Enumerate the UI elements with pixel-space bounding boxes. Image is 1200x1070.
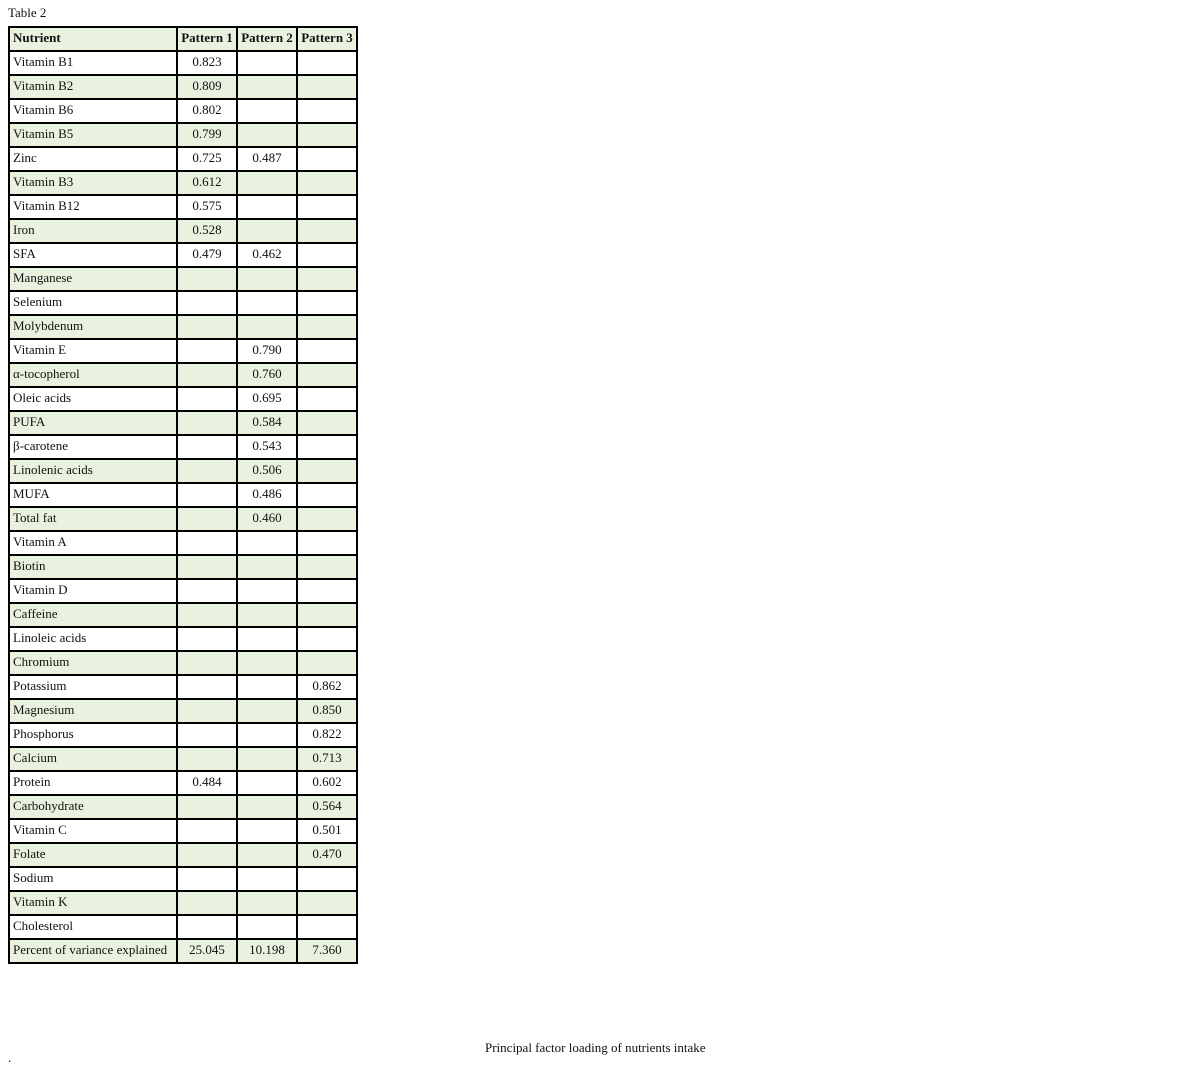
table-row: [9, 747, 357, 771]
pattern-3-cell: [297, 75, 357, 99]
nutrient-cell: Caffeine: [9, 603, 177, 627]
pattern-1-cell: 0.479: [177, 243, 237, 267]
factor-loading-table: [8, 26, 358, 964]
table-row: [9, 51, 357, 75]
pattern-3-cell: [297, 531, 357, 555]
table-row: [9, 675, 357, 699]
pattern-2-cell: [237, 915, 297, 939]
pattern-1-cell: [177, 747, 237, 771]
pattern-3-cell: [297, 363, 357, 387]
nutrient-cell: Chromium: [9, 651, 177, 675]
pattern-1-cell: 0.575: [177, 195, 237, 219]
pattern-2-cell: [237, 843, 297, 867]
table-row: [9, 123, 357, 147]
nutrient-cell: SFA: [9, 243, 177, 267]
pattern-1-cell: [177, 291, 237, 315]
pattern-2-cell: 0.486: [237, 483, 297, 507]
pattern-3-cell: [297, 267, 357, 291]
table-row: [9, 843, 357, 867]
pattern-3-cell: 0.564: [297, 795, 357, 819]
pattern-1-cell: [177, 507, 237, 531]
nutrient-cell: Vitamin B2: [9, 75, 177, 99]
pattern-2-cell: [237, 195, 297, 219]
table-row: [9, 699, 357, 723]
table-row: [9, 99, 357, 123]
pattern-2-cell: 0.790: [237, 339, 297, 363]
nutrient-cell: Vitamin D: [9, 579, 177, 603]
pattern-1-cell: [177, 363, 237, 387]
table-caption: Principal factor loading of nutrients intake: [485, 1040, 706, 1055]
nutrient-cell: Protein: [9, 771, 177, 795]
pattern-1-cell: [177, 483, 237, 507]
header-pattern-1: Pattern 1: [177, 27, 237, 51]
pattern-1-cell: [177, 867, 237, 891]
pattern-3-cell: 0.713: [297, 747, 357, 771]
pattern-3-cell: [297, 171, 357, 195]
pattern-2-cell: 0.506: [237, 459, 297, 483]
pattern-3-cell: [297, 867, 357, 891]
table-row: [9, 531, 357, 555]
pattern-1-cell: [177, 339, 237, 363]
table-row: [9, 819, 357, 843]
pattern-3-cell: 7.360: [297, 939, 357, 963]
table-row: [9, 507, 357, 531]
pattern-3-cell: [297, 891, 357, 915]
header-pattern-2: Pattern 2: [237, 27, 297, 51]
nutrient-cell: Linoleic acids: [9, 627, 177, 651]
pattern-3-cell: 0.862: [297, 675, 357, 699]
pattern-1-cell: [177, 435, 237, 459]
pattern-1-cell: [177, 627, 237, 651]
table-row: [9, 195, 357, 219]
pattern-2-cell: 0.695: [237, 387, 297, 411]
nutrient-cell: Biotin: [9, 555, 177, 579]
pattern-1-cell: [177, 267, 237, 291]
table-row: [9, 579, 357, 603]
table-label: Table 2: [8, 5, 47, 20]
table-row: [9, 651, 357, 675]
pattern-1-cell: [177, 675, 237, 699]
table-row: [9, 267, 357, 291]
pattern-3-cell: [297, 411, 357, 435]
table-row: [9, 315, 357, 339]
pattern-2-cell: [237, 819, 297, 843]
nutrient-cell: Calcium: [9, 747, 177, 771]
pattern-2-cell: [237, 867, 297, 891]
nutrient-cell: Vitamin B6: [9, 99, 177, 123]
pattern-2-cell: 0.584: [237, 411, 297, 435]
table-body: [9, 51, 357, 963]
pattern-2-cell: [237, 603, 297, 627]
pattern-3-cell: [297, 195, 357, 219]
pattern-1-cell: [177, 915, 237, 939]
table-row: [9, 603, 357, 627]
table-row: [9, 291, 357, 315]
nutrient-cell: Phosphorus: [9, 723, 177, 747]
nutrient-cell: MUFA: [9, 483, 177, 507]
pattern-1-cell: [177, 819, 237, 843]
nutrient-cell: β-carotene: [9, 435, 177, 459]
table-row: [9, 243, 357, 267]
pattern-3-cell: 0.602: [297, 771, 357, 795]
pattern-2-cell: [237, 891, 297, 915]
pattern-3-cell: [297, 603, 357, 627]
pattern-3-cell: 0.850: [297, 699, 357, 723]
pattern-3-cell: 0.822: [297, 723, 357, 747]
table-row: [9, 915, 357, 939]
nutrient-cell: Iron: [9, 219, 177, 243]
nutrient-cell: Selenium: [9, 291, 177, 315]
pattern-3-cell: [297, 579, 357, 603]
nutrient-cell: Total fat: [9, 507, 177, 531]
pattern-2-cell: [237, 291, 297, 315]
nutrient-cell: Vitamin A: [9, 531, 177, 555]
pattern-1-cell: 25.045: [177, 939, 237, 963]
nutrient-cell: α-tocopherol: [9, 363, 177, 387]
table-row: [9, 435, 357, 459]
pattern-1-cell: 0.823: [177, 51, 237, 75]
pattern-3-cell: 0.470: [297, 843, 357, 867]
pattern-1-cell: 0.809: [177, 75, 237, 99]
table-row: [9, 147, 357, 171]
pattern-2-cell: [237, 627, 297, 651]
pattern-1-cell: 0.802: [177, 99, 237, 123]
pattern-2-cell: 0.543: [237, 435, 297, 459]
stray-mark: .: [8, 1050, 12, 1065]
table-row: [9, 363, 357, 387]
pattern-1-cell: 0.612: [177, 171, 237, 195]
pattern-3-cell: [297, 435, 357, 459]
table-row: [9, 891, 357, 915]
pattern-2-cell: 0.460: [237, 507, 297, 531]
table-row: [9, 555, 357, 579]
table-row: [9, 723, 357, 747]
pattern-3-cell: [297, 315, 357, 339]
nutrient-cell: Cholesterol: [9, 915, 177, 939]
pattern-3-cell: [297, 51, 357, 75]
pattern-2-cell: [237, 219, 297, 243]
table-row: [9, 219, 357, 243]
nutrient-cell: Vitamin C: [9, 819, 177, 843]
pattern-3-cell: [297, 339, 357, 363]
pattern-2-cell: [237, 675, 297, 699]
pattern-1-cell: 0.528: [177, 219, 237, 243]
nutrient-cell: Percent of variance explained: [9, 939, 177, 963]
pattern-1-cell: [177, 387, 237, 411]
table-row: [9, 171, 357, 195]
pattern-1-cell: [177, 795, 237, 819]
pattern-1-cell: [177, 603, 237, 627]
pattern-2-cell: [237, 579, 297, 603]
pattern-1-cell: [177, 891, 237, 915]
table-header-row: [9, 27, 357, 51]
nutrient-cell: Vitamin B12: [9, 195, 177, 219]
pattern-3-cell: 0.501: [297, 819, 357, 843]
pattern-2-cell: [237, 555, 297, 579]
pattern-1-cell: 0.725: [177, 147, 237, 171]
pattern-2-cell: [237, 99, 297, 123]
pattern-3-cell: [297, 219, 357, 243]
pattern-3-cell: [297, 387, 357, 411]
pattern-3-cell: [297, 627, 357, 651]
pattern-1-cell: [177, 651, 237, 675]
header-nutrient: Nutrient: [9, 27, 177, 51]
pattern-2-cell: 10.198: [237, 939, 297, 963]
pattern-3-cell: [297, 291, 357, 315]
nutrient-cell: Oleic acids: [9, 387, 177, 411]
pattern-2-cell: [237, 171, 297, 195]
pattern-1-cell: [177, 723, 237, 747]
nutrient-cell: Sodium: [9, 867, 177, 891]
pattern-2-cell: 0.487: [237, 147, 297, 171]
nutrient-cell: Vitamin B1: [9, 51, 177, 75]
pattern-3-cell: [297, 483, 357, 507]
table-row: [9, 411, 357, 435]
pattern-2-cell: [237, 723, 297, 747]
pattern-2-cell: [237, 795, 297, 819]
pattern-1-cell: [177, 843, 237, 867]
table-row: [9, 387, 357, 411]
pattern-3-cell: [297, 555, 357, 579]
pattern-2-cell: [237, 651, 297, 675]
table-row: [9, 771, 357, 795]
nutrient-cell: Vitamin B5: [9, 123, 177, 147]
pattern-1-cell: [177, 699, 237, 723]
table-row: [9, 627, 357, 651]
pattern-2-cell: [237, 51, 297, 75]
pattern-3-cell: [297, 147, 357, 171]
pattern-2-cell: [237, 75, 297, 99]
nutrient-cell: Vitamin B3: [9, 171, 177, 195]
pattern-1-cell: [177, 459, 237, 483]
pattern-2-cell: [237, 123, 297, 147]
nutrient-cell: Zinc: [9, 147, 177, 171]
nutrient-cell: Linolenic acids: [9, 459, 177, 483]
nutrient-cell: PUFA: [9, 411, 177, 435]
pattern-2-cell: 0.462: [237, 243, 297, 267]
pattern-2-cell: [237, 531, 297, 555]
table-row: [9, 867, 357, 891]
pattern-3-cell: [297, 123, 357, 147]
table-row: [9, 339, 357, 363]
nutrient-cell: Molybdenum: [9, 315, 177, 339]
header-pattern-3: Pattern 3: [297, 27, 357, 51]
table-row: [9, 459, 357, 483]
pattern-3-cell: [297, 651, 357, 675]
pattern-3-cell: [297, 243, 357, 267]
table-row: [9, 939, 357, 963]
nutrient-cell: Vitamin K: [9, 891, 177, 915]
nutrient-cell: Potassium: [9, 675, 177, 699]
pattern-1-cell: [177, 531, 237, 555]
nutrient-cell: Manganese: [9, 267, 177, 291]
pattern-1-cell: [177, 555, 237, 579]
nutrient-cell: Carbohydrate: [9, 795, 177, 819]
table-row: [9, 795, 357, 819]
pattern-2-cell: [237, 699, 297, 723]
pattern-1-cell: [177, 315, 237, 339]
pattern-2-cell: 0.760: [237, 363, 297, 387]
pattern-3-cell: [297, 915, 357, 939]
nutrient-cell: Folate: [9, 843, 177, 867]
pattern-2-cell: [237, 267, 297, 291]
pattern-3-cell: [297, 459, 357, 483]
table-row: [9, 75, 357, 99]
pattern-1-cell: [177, 411, 237, 435]
pattern-3-cell: [297, 507, 357, 531]
pattern-2-cell: [237, 747, 297, 771]
table-row: [9, 483, 357, 507]
pattern-1-cell: 0.484: [177, 771, 237, 795]
pattern-1-cell: 0.799: [177, 123, 237, 147]
pattern-3-cell: [297, 99, 357, 123]
nutrient-cell: Magnesium: [9, 699, 177, 723]
pattern-2-cell: [237, 771, 297, 795]
pattern-1-cell: [177, 579, 237, 603]
nutrient-cell: Vitamin E: [9, 339, 177, 363]
pattern-2-cell: [237, 315, 297, 339]
